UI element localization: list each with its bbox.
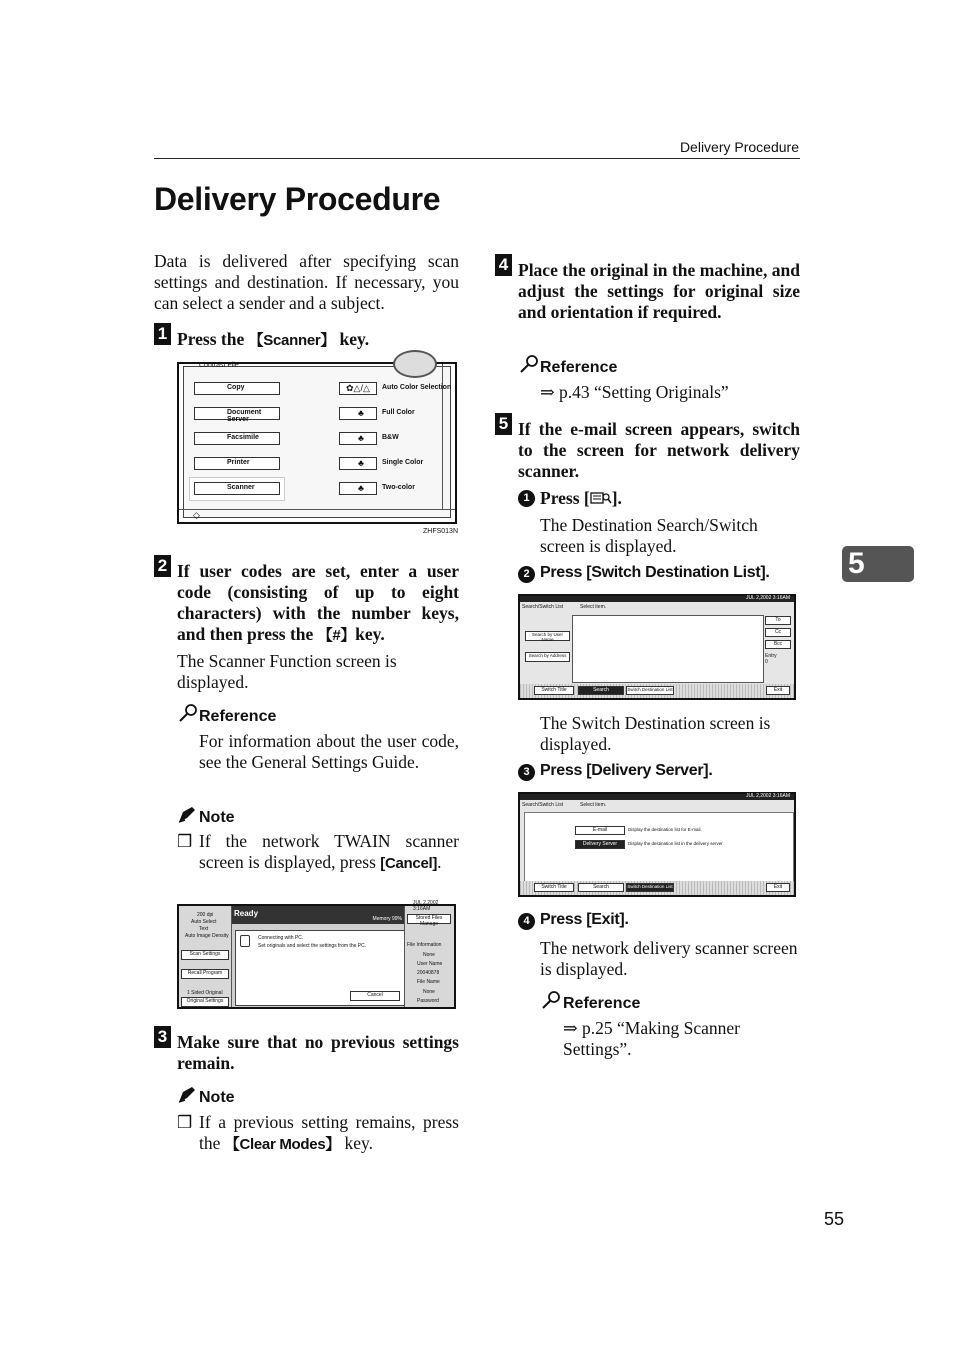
switch-date: JUL 2,2002 3:16AM [745,793,790,799]
email-option-desc: Display the destination list for E-mail. [628,827,702,832]
switch-title-button-2[interactable]: Switch Title [534,883,574,892]
search-tab: Search/Switch List [522,604,564,610]
printer-button[interactable] [194,457,280,470]
step-2-number: 2 [154,555,171,577]
note-text-2 [199,1112,459,1155]
step-1-text-start: Press the [177,329,249,349]
twain-message-1: Connecting with PC. [258,935,304,941]
twain-cancel-button[interactable]: Cancel [350,991,400,1001]
step-2-text-start: If user codes are set, enter a user code (consisting of up to eight characters) with the number keys, and then press the [177,561,459,644]
twain-screen [177,900,456,1009]
twain-message-2: Set originals and select the settings from the PC. [258,943,367,949]
scan-settings-button[interactable]: Scan Settings [181,950,229,960]
panel-arrow-icon: ◇ [193,510,200,520]
twain-dpi: 200 dpi [197,912,214,918]
document-server-button[interactable] [194,407,280,423]
search-date: JUL 2,2002 3:16AM [745,595,790,601]
twain-text: Text [199,926,209,932]
note-text-start: If the network TWAIN scanner screen is displayed, press [199,831,459,872]
step-5-text: If the e-mail screen appears, switch to the screen for network delivery scanner. [518,419,800,481]
page-number: 55 [824,1209,845,1229]
facsimile-label: Facsimile [227,434,259,441]
twain-file-info: File Information [407,942,442,948]
switch-title-button[interactable]: Switch Title [534,686,574,695]
note-icon [177,806,197,829]
switch-destination-screen [518,792,796,897]
exit-button-2[interactable]: Exit [766,883,790,892]
twain-left-panel [179,906,232,1007]
scanner-label: Scanner [227,484,255,491]
control-panel-illustration [177,362,457,524]
twain-none-1: None [423,952,435,958]
twain-dialog [235,930,405,1006]
step-5-number: 5 [495,413,512,435]
step-1-text [177,329,467,351]
facsimile-button[interactable] [194,432,280,445]
delivery-server-option-button[interactable]: Delivery Server [575,840,625,849]
twain-status-bar [232,906,404,924]
switch-bottom-bar [520,881,794,895]
twain-memory: Memory 99% [372,916,402,922]
twain-sided-original: 1 Sided Original [187,990,223,996]
substep-3-number: 3 [518,764,535,781]
full-color-label: Full Color [382,409,415,416]
twain-density: Auto Image Density [185,933,229,939]
chapter-tab: 5 [842,546,914,582]
single-color-icon: ♣ [358,458,364,468]
search-select-item: Select item. [580,604,607,610]
reference-icon-2 [518,354,540,379]
search-by-address-button[interactable]: Search by Address [525,652,570,662]
switch-content [524,812,794,882]
substep-2-result: The Switch Destination screen is displayed. [540,713,771,754]
note-text-end: . [437,852,442,872]
twain-user-id: 20040878 [417,970,440,976]
reference-link-scanner-settings[interactable]: ⇒ p.25 “Making Scanner Settings”. [563,1018,740,1059]
substep-2-number: 2 [518,566,535,583]
two-color-icon: ♣ [358,483,364,493]
bw-label: B&W [382,434,399,441]
exit-button[interactable]: Exit [766,686,790,695]
auto-color-button[interactable] [339,382,377,395]
bw-icon: ♣ [358,433,364,443]
clear-modes-key-label: 【Clear Modes】 [224,1136,341,1153]
full-color-button[interactable] [339,407,377,420]
step-1-text-end: key. [335,329,370,349]
header-rule [154,158,800,159]
twain-status-text: Ready [234,909,259,918]
entry-count: 0 [765,659,768,665]
step-3-number: 3 [154,1026,171,1048]
search-switch-screen [518,594,796,700]
bcc-button[interactable]: Bcc [765,640,791,649]
step-2-result: The Scanner Function screen is displayed. [177,651,397,692]
bw-button[interactable] [339,432,377,445]
page-title: Delivery Procedure [154,181,441,217]
destination-search-icon [590,489,612,510]
twain-file-name: File Name [417,979,440,985]
search-by-user-name-button[interactable]: Search by User Name [525,631,570,641]
step-3-text: Make sure that no previous settings remain. [177,1032,459,1073]
email-option-button[interactable]: E-mail [575,826,625,835]
note-2-text-start: If a previous setting remains, press the [199,1112,459,1153]
substep-1-text-end: ]. [611,488,622,508]
twain-auto-select: Auto Select [191,919,217,925]
note-2-text-end: key. [340,1133,373,1153]
reference-heading: Reference [199,708,277,725]
twain-right-panel [404,900,454,1007]
substep-1-text [540,488,622,510]
recall-program-button[interactable]: Recall Program [181,969,229,979]
panel-top-label: Contrast File [199,362,239,369]
copy-label: Copy [227,384,245,391]
reference-text: For information about the user code, see the General Settings Guide. [199,731,459,772]
to-button[interactable]: To [765,616,791,625]
switch-tab: Search/Switch List [522,802,564,808]
substep-2-text: Press [Switch Destination List]. [540,564,770,581]
note-checkbox-icon: ❒ [177,832,193,851]
substep-4-result: The network delivery scanner screen is displayed. [540,938,798,979]
search-bottom-bar [520,684,794,698]
substep-4-text: Press [Exit]. [540,911,629,928]
substep-4-number: 4 [518,913,535,930]
scanner-key-label: 【Scanner】 [248,332,336,349]
substep-1-text-start: Press [ [540,488,590,508]
panel-bottom-strip [179,509,455,522]
step-2-text-end: key. [355,624,385,644]
full-color-icon: ♣ [358,408,364,418]
twain-none-2: None [423,989,435,995]
note-checkbox-icon-2: ❒ [177,1113,193,1132]
step-4-number: 4 [495,254,512,276]
switch-top-bar [520,794,794,800]
step-1-number: 1 [154,323,171,345]
switch-select-item: Select item. [580,802,607,808]
twain-date: JUL 2,2002 3:16AM [413,900,439,912]
cancel-key-label: [Cancel] [380,855,438,872]
delivery-server-option-desc: Display the destination list in the delivery server. [628,841,724,846]
search-results-list [572,615,764,683]
note-heading-2: Note [199,1089,235,1106]
substep-3-text: Press [Delivery Server]. [540,762,713,779]
panel-figure-code: ZHFS013N [423,528,459,535]
intro-paragraph: Data is delivered after specifying scan settings and destination. If necessary, you can select a sender and a subject. [154,251,459,313]
auto-color-label: Auto Color Selection [382,384,452,391]
original-settings-button[interactable]: Original Settings [181,997,229,1007]
switch-destination-list-button-2[interactable]: Switch Destination List [626,883,674,892]
copy-mode-button[interactable] [194,382,280,395]
entry-label: Entry [765,653,777,659]
reference-heading-2: Reference [540,359,618,376]
two-color-button[interactable] [339,482,377,495]
twain-user-name: User Name [417,961,443,967]
search-top-bar [520,596,794,602]
stored-files-button[interactable]: Stored Files Manage [407,914,451,924]
reference-icon-3 [540,990,562,1015]
note-icon-2 [177,1086,197,1109]
two-color-label: Two-color [382,484,415,491]
note-heading: Note [199,809,235,826]
single-color-button[interactable] [339,457,377,470]
running-header: Delivery Procedure [679,139,799,155]
reference-link-setting-originals[interactable]: ⇒ p.43 “Setting Originals” [540,382,729,402]
reference-icon [177,703,199,728]
scanner-button[interactable] [194,482,280,495]
auto-color-icon: ✿△/△ [346,383,370,393]
switch-destination-list-button[interactable]: Switch Destination List [626,686,674,695]
twain-password: Password [417,998,439,1004]
cc-button[interactable]: Cc [765,628,791,637]
single-color-label: Single Color [382,459,424,466]
panel-dial [393,350,437,378]
reference-heading-3: Reference [563,995,641,1012]
step-2-text [177,561,459,646]
substep-1-result: The Destination Search/Switch screen is displayed. [540,515,758,556]
step-4-text: Place the original in the machine, and adjust the settings for original size and orientation if required. [518,260,800,322]
hash-key-label: 【#】 [317,627,356,644]
info-icon [240,935,250,947]
substep-1-number: 1 [518,490,535,507]
printer-label: Printer [227,459,250,466]
search-tab-button-2[interactable]: Search [578,883,624,892]
search-tab-button[interactable]: Search [578,686,624,695]
note-text [199,831,459,874]
document-server-label: Document Server [227,409,262,423]
